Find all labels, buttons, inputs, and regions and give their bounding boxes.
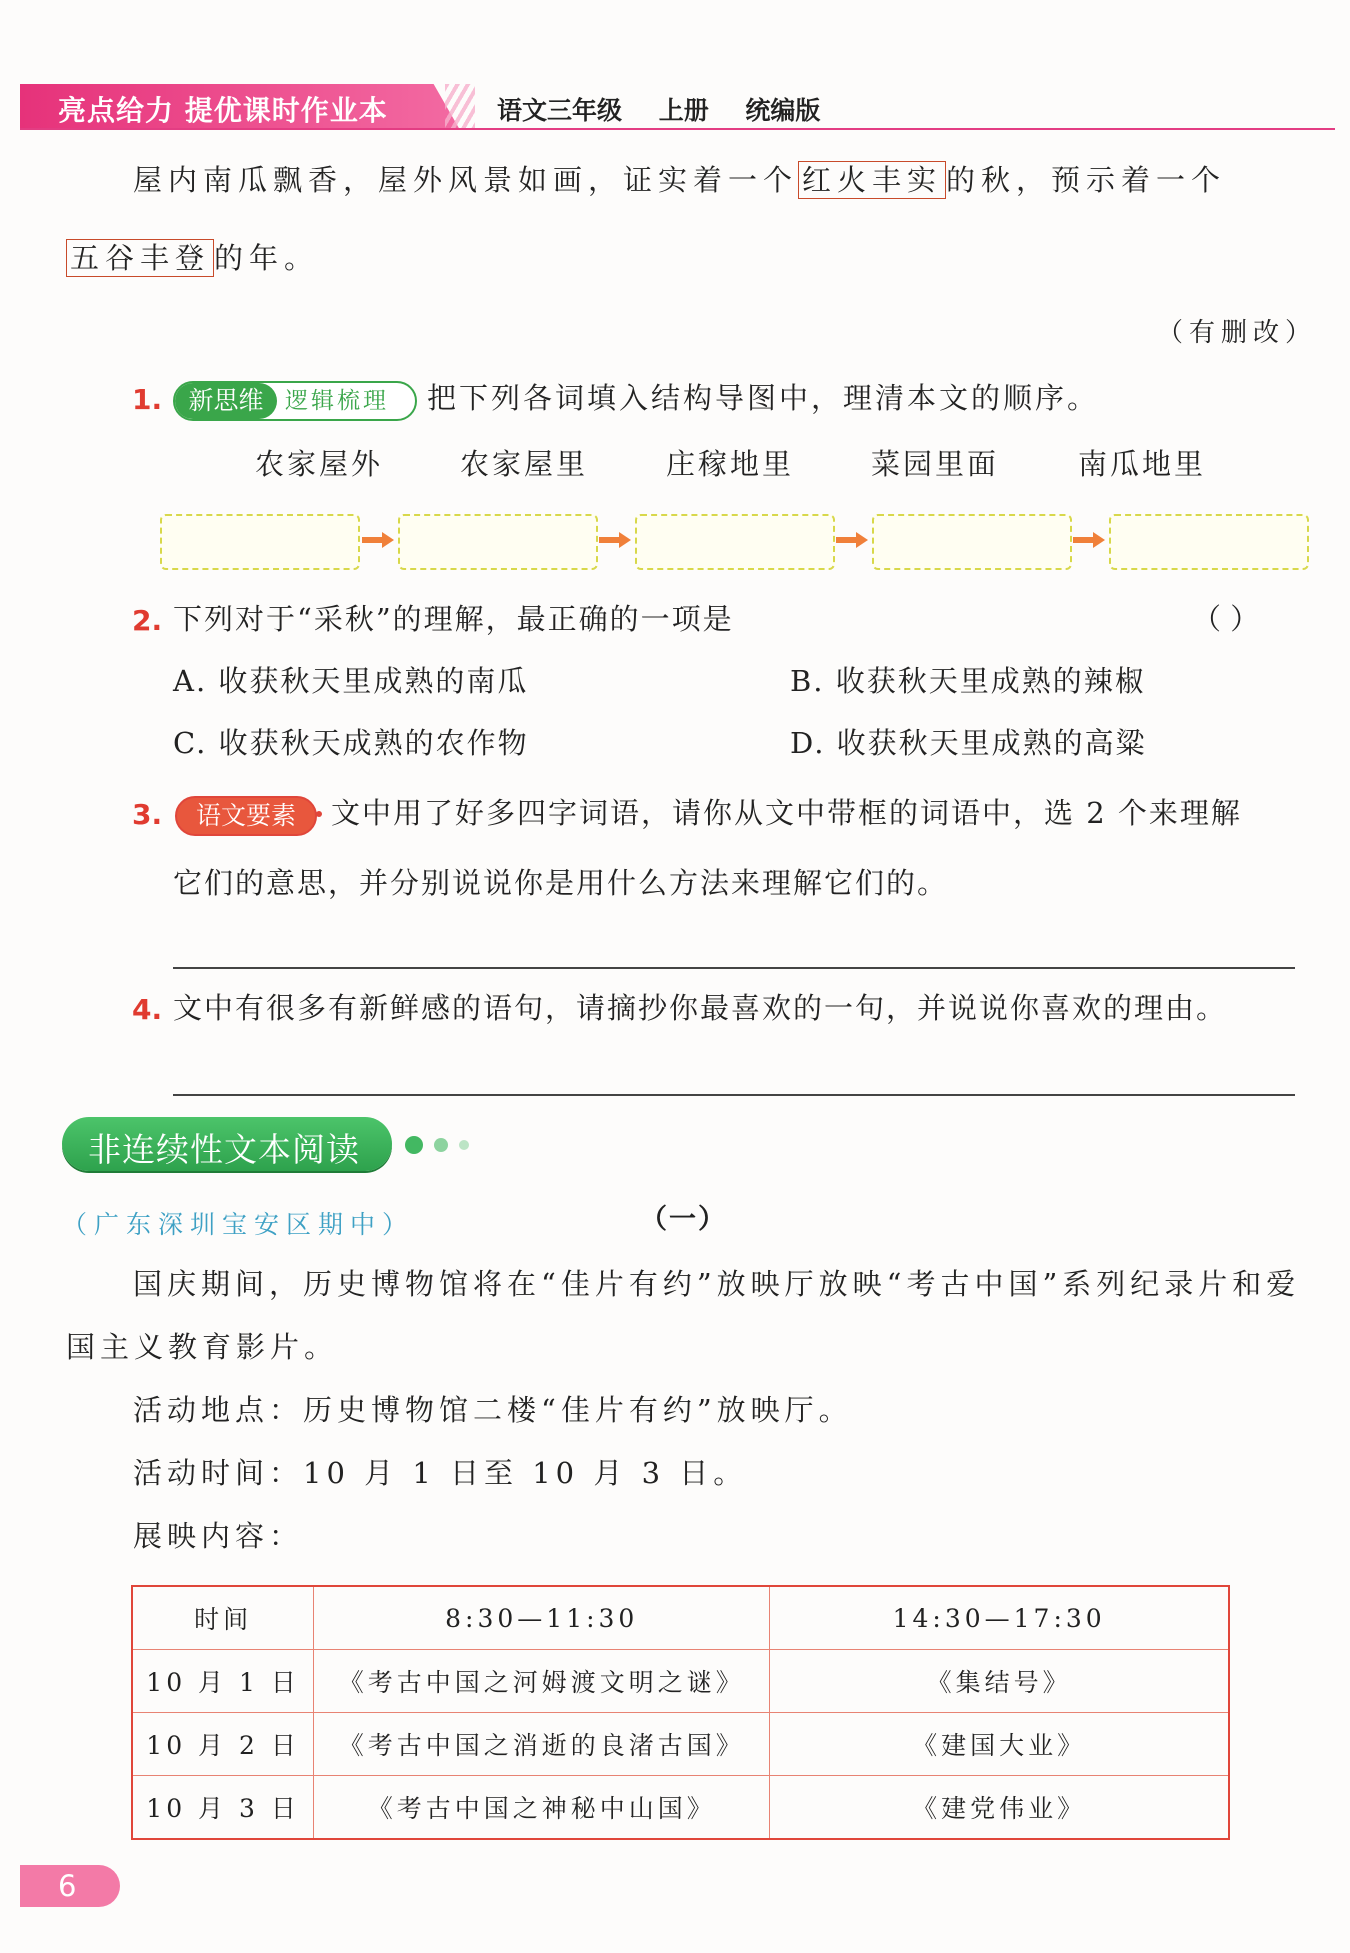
flow-box-4[interactable] xyxy=(872,514,1072,570)
flow-box-2[interactable] xyxy=(398,514,598,570)
header-title: 亮点给力 提优课时作业本 xyxy=(58,94,388,127)
q1-word-5: 南瓜地里 xyxy=(1078,447,1207,481)
q1-word-4: 菜园里面 xyxy=(871,447,1000,481)
question-4-number: 4. xyxy=(132,993,163,1026)
q1-word-1: 农家屋外 xyxy=(255,447,384,481)
decor-dot xyxy=(459,1140,469,1150)
reading-para-line-2: 国主义教育影片。 xyxy=(66,1330,339,1364)
reading-time: 活动时间：10 月 1 日至 10 月 3 日。 xyxy=(133,1456,748,1490)
boxed-word-2: 五谷丰登 xyxy=(66,239,214,277)
q1-tag-sub: 逻辑梳理 xyxy=(285,388,389,414)
table-cell: 《考古中国之消逝的良渚古国》 xyxy=(314,1713,770,1776)
flow-box-3[interactable] xyxy=(635,514,835,570)
question-3-line-2: 它们的意思，并分别说说你是用什么方法来理解它们的。 xyxy=(173,866,949,900)
question-4-text: 文中有很多有新鲜感的语句，请摘抄你最喜欢的一句，并说说你喜欢的理由。 xyxy=(173,991,1228,1025)
passage-line-2 xyxy=(66,241,319,276)
table-cell: 《集结号》 xyxy=(770,1650,1229,1713)
flow-box-5[interactable] xyxy=(1109,514,1309,570)
q1-tag xyxy=(173,381,417,421)
arrow-right-icon xyxy=(360,530,396,550)
q3-answer-line[interactable] xyxy=(173,967,1295,969)
passage-text: 的年。 xyxy=(214,241,320,275)
section-title: 非连续性文本阅读 xyxy=(88,1130,360,1169)
table-row xyxy=(132,1776,1229,1840)
question-3-number: 3. xyxy=(132,798,163,831)
q2-answer-paren[interactable]: （ ） xyxy=(1192,602,1260,636)
arrow-right-icon xyxy=(1071,530,1107,550)
boxed-word-1: 红火丰实 xyxy=(798,161,946,199)
passage-text: 屋内南瓜飘香，屋外风景如画，证实着一个 xyxy=(133,163,799,197)
q2-option-b[interactable]: B. 收获秋天里成熟的辣椒 xyxy=(790,664,1146,698)
section-banner xyxy=(62,1117,392,1171)
table-header-cell: 时间 xyxy=(132,1586,314,1650)
reading-para-line-1: 国庆期间，历史博物馆将在“佳片有约”放映厅放映“考古中国”系列纪录片和爱 xyxy=(133,1267,1301,1301)
q1-word-3: 庄稼地里 xyxy=(666,447,795,481)
table-row xyxy=(132,1713,1229,1776)
q1-tag-main: 新思维 xyxy=(175,383,277,419)
schedule-table xyxy=(131,1585,1230,1840)
source-note: （广东深圳宝安区期中） xyxy=(62,1210,415,1239)
question-1-text: 把下列各词填入结构导图中，理清本文的顺序。 xyxy=(427,381,1100,415)
table-cell: 《考古中国之神秘中山国》 xyxy=(314,1776,770,1840)
table-cell: 《建党伟业》 xyxy=(770,1776,1229,1840)
table-cell-date: 10 月 2 日 xyxy=(132,1713,314,1776)
arrow-right-icon xyxy=(834,530,870,550)
question-1-number: 1. xyxy=(132,383,163,416)
decor-dot xyxy=(405,1136,423,1154)
table-header-cell: 14:30—17:30 xyxy=(770,1586,1229,1650)
passage-note: （有删改） xyxy=(1157,318,1318,348)
q4-answer-line[interactable] xyxy=(173,1094,1295,1096)
q2-option-a[interactable]: A. 收获秋天里成熟的南瓜 xyxy=(173,664,529,698)
q1-word-2: 农家屋里 xyxy=(460,447,589,481)
arrow-right-icon xyxy=(597,530,633,550)
q2-option-c[interactable]: C. 收获秋天成熟的农作物 xyxy=(173,726,529,760)
decor-dot xyxy=(434,1138,448,1152)
passage-line-1 xyxy=(133,163,1226,198)
header-subtitle: 语文三年级 上册 统编版 xyxy=(497,96,821,125)
reading-location: 活动地点：历史博物馆二楼“佳片有约”放映厅。 xyxy=(133,1393,853,1427)
q2-option-d[interactable]: D. 收获秋天里成熟的高粱 xyxy=(790,726,1147,760)
question-3-line-1: 文中用了好多四字词语，请你从文中带框的词语中，选 2 个来理解 xyxy=(331,796,1242,830)
passage-text: 的秋，预示着一个 xyxy=(946,163,1227,197)
q3-tag: 语文要素 xyxy=(175,796,317,836)
table-header-row xyxy=(132,1586,1229,1650)
question-2-number: 2. xyxy=(132,604,163,637)
q3-tag-dot xyxy=(316,811,322,817)
question-2-text: 下列对于“采秋”的理解，最正确的一项是 xyxy=(173,602,734,636)
page-number: 6 xyxy=(58,1869,77,1903)
table-cell-date: 10 月 1 日 xyxy=(132,1650,314,1713)
reading-content-label: 展映内容： xyxy=(133,1519,304,1553)
part-label: （一） xyxy=(640,1204,727,1235)
table-header-cell: 8:30—11:30 xyxy=(314,1586,770,1650)
flow-box-1[interactable] xyxy=(160,514,360,570)
header-stripe xyxy=(445,84,475,130)
table-row xyxy=(132,1650,1229,1713)
table-cell: 《建国大业》 xyxy=(770,1713,1229,1776)
header-divider xyxy=(20,128,1335,130)
table-cell-date: 10 月 3 日 xyxy=(132,1776,314,1840)
page-number-badge xyxy=(20,1865,120,1907)
table-cell: 《考古中国之河姆渡文明之谜》 xyxy=(314,1650,770,1713)
